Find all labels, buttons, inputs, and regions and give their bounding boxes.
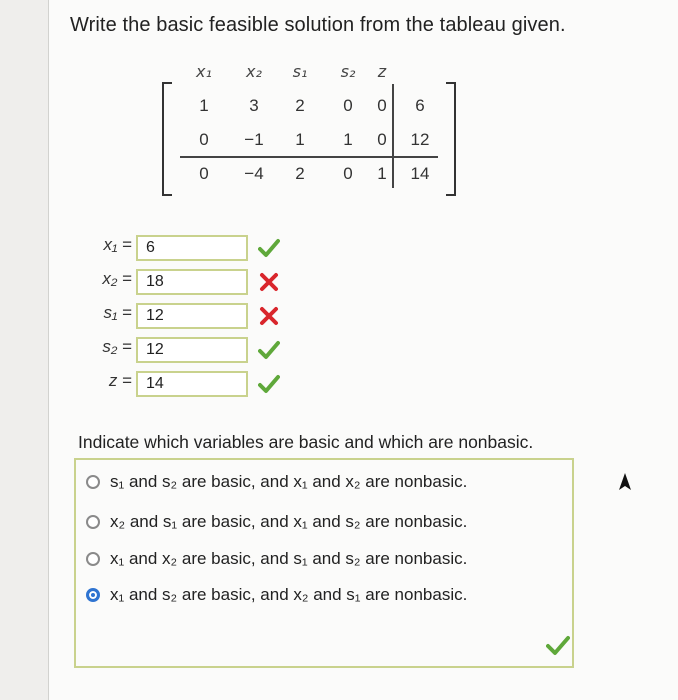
tableau-cell: 1 bbox=[377, 164, 387, 183]
answer-variable: s₁ bbox=[103, 303, 118, 322]
basic-nonbasic-prompt: Indicate which variables are basic and which are nonbasic. bbox=[78, 432, 534, 452]
tableau-cell: −1 bbox=[244, 130, 264, 149]
tableau-header-z: z bbox=[377, 62, 387, 81]
equals-sign: = bbox=[122, 371, 132, 390]
tableau-cell: 0 bbox=[343, 164, 353, 183]
mouse-cursor-icon bbox=[618, 472, 632, 492]
check-icon bbox=[546, 634, 570, 656]
check-icon bbox=[258, 373, 280, 395]
tableau-header-s1: s₁ bbox=[292, 62, 308, 81]
answer-variable: x₁ bbox=[103, 235, 118, 254]
tableau-cell: 12 bbox=[410, 130, 430, 149]
tableau-header-s2: s₂ bbox=[340, 62, 356, 81]
cross-icon bbox=[258, 305, 280, 327]
tableau-cell: 2 bbox=[295, 96, 305, 115]
choice-option-4[interactable] bbox=[86, 583, 467, 607]
tableau-header-x2: x₂ bbox=[246, 62, 262, 81]
equals-sign: = bbox=[122, 269, 132, 288]
tableau-cell: 3 bbox=[249, 96, 259, 115]
answer-variable: z bbox=[108, 371, 118, 390]
tableau-cell: 0 bbox=[199, 164, 209, 183]
answer-variable: s₂ bbox=[102, 337, 118, 356]
tableau-cell: 0 bbox=[199, 130, 209, 149]
equals-sign: = bbox=[122, 303, 132, 322]
answer-input-s2[interactable]: 12 bbox=[136, 337, 248, 363]
choice-option-1[interactable] bbox=[86, 470, 467, 494]
answer-label bbox=[60, 303, 132, 323]
choice-group bbox=[74, 458, 574, 668]
tableau-cell: 1 bbox=[343, 130, 353, 149]
equals-sign: = bbox=[122, 235, 132, 254]
answer-label bbox=[60, 371, 132, 391]
tableau-cell: 14 bbox=[410, 164, 430, 183]
choice-label: x₁ and s₂ are basic, and x₂ and s₁ are nonbasic. bbox=[110, 585, 468, 604]
tableau-cell: −4 bbox=[244, 164, 264, 183]
check-icon bbox=[258, 237, 280, 259]
choice-option-3[interactable] bbox=[86, 547, 467, 571]
check-icon bbox=[258, 339, 280, 361]
equals-sign: = bbox=[122, 337, 132, 356]
tableau-header-x1: x₁ bbox=[196, 62, 212, 81]
answer-input-s1[interactable]: 12 bbox=[136, 303, 248, 329]
answer-input-x2[interactable]: 18 bbox=[136, 269, 248, 295]
tableau-right-bracket bbox=[446, 82, 456, 196]
answer-label bbox=[60, 269, 132, 289]
answer-input-x1[interactable]: 6 bbox=[136, 235, 248, 261]
choice-label: x₁ and x₂ are basic, and s₁ and s₂ are nonbasic. bbox=[110, 549, 468, 568]
tableau-cell: 0 bbox=[377, 130, 387, 149]
tableau-objective-divider bbox=[180, 156, 438, 158]
tableau-cell: 1 bbox=[199, 96, 209, 115]
choice-option-2[interactable] bbox=[86, 510, 467, 534]
choice-label: s₁ and s₂ are basic, and x₁ and x₂ are nonbasic. bbox=[110, 472, 468, 491]
answer-label bbox=[60, 235, 132, 255]
tableau-left-bracket bbox=[162, 82, 172, 196]
tableau-cell: 6 bbox=[415, 96, 425, 115]
tableau-cell: 2 bbox=[295, 164, 305, 183]
radio-unselected-icon[interactable] bbox=[86, 552, 100, 566]
radio-selected-icon[interactable] bbox=[86, 588, 100, 602]
tableau-cell: 0 bbox=[343, 96, 353, 115]
choice-label: x₂ and s₁ are basic, and x₁ and s₂ are nonbasic. bbox=[110, 512, 468, 531]
radio-unselected-icon[interactable] bbox=[86, 515, 100, 529]
answer-label bbox=[60, 337, 132, 357]
answer-variable: x₂ bbox=[102, 269, 118, 288]
tableau-cell: 0 bbox=[377, 96, 387, 115]
answer-input-z[interactable]: 14 bbox=[136, 371, 248, 397]
radio-unselected-icon[interactable] bbox=[86, 475, 100, 489]
tableau-cell: 1 bbox=[295, 130, 305, 149]
question-text: Write the basic feasible solution from the tableau given. bbox=[70, 14, 566, 36]
simplex-tableau bbox=[156, 58, 466, 194]
cross-icon bbox=[258, 271, 280, 293]
